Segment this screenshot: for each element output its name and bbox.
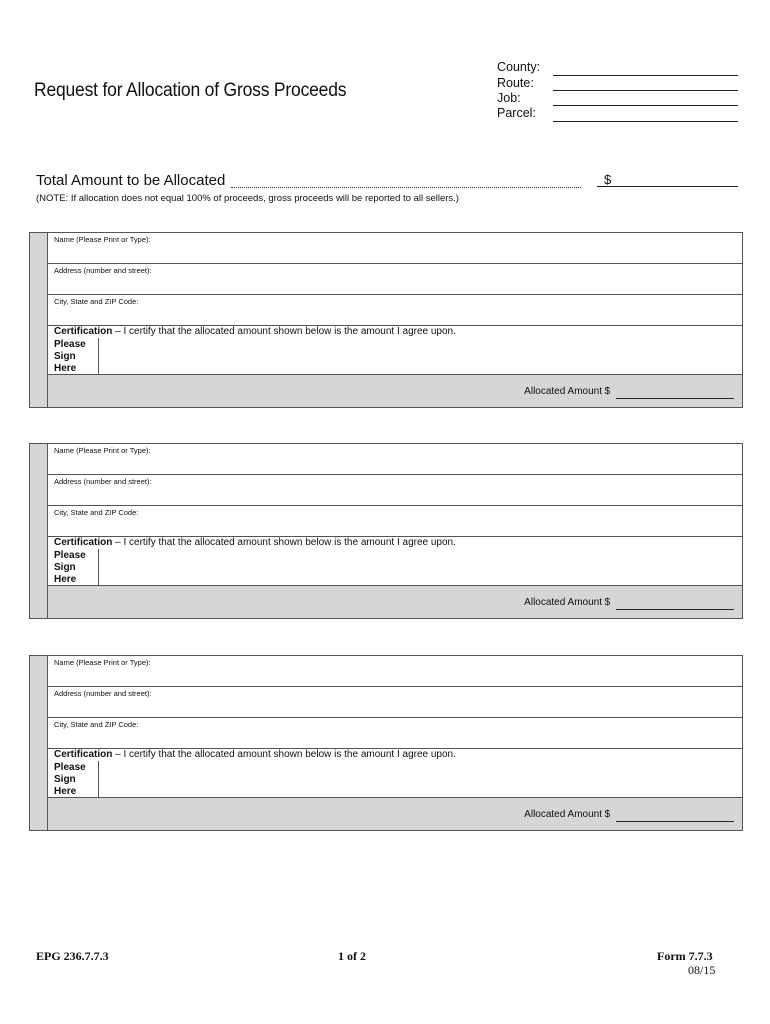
allocated-amount-field[interactable]	[616, 821, 734, 822]
name-label: Name (Please Print or Type):	[54, 658, 151, 667]
allocated-amount-row	[48, 374, 742, 407]
city-label: City, State and ZIP Code:	[54, 508, 139, 517]
certification-statement: – I certify that the allocated amount shown below is the amount I agree upon.	[112, 537, 456, 548]
address-label: Address (number and street):	[54, 266, 152, 275]
footer-reference: EPG 236.7.7.3	[36, 949, 109, 963]
address-label: Address (number and street):	[54, 689, 152, 698]
name-row[interactable]	[48, 444, 742, 475]
seller-block-1	[29, 232, 743, 408]
page-number: 1 of 2	[338, 949, 366, 963]
job-field[interactable]	[553, 105, 738, 106]
allocated-amount-row	[48, 585, 742, 618]
sign-here-box	[48, 549, 99, 585]
allocated-dollar-sign: $	[604, 809, 610, 820]
page-title: Request for Allocation of Gross Proceeds	[34, 80, 347, 101]
total-amount-field[interactable]	[597, 186, 738, 187]
allocated-dollar-sign: $	[604, 597, 610, 608]
city-label: City, State and ZIP Code:	[54, 720, 139, 729]
job-label: Job:	[497, 91, 521, 105]
parcel-field[interactable]	[553, 121, 738, 122]
certification-heading: Certification	[54, 326, 113, 337]
block-stripe	[30, 233, 48, 407]
sign-here-box	[48, 338, 99, 374]
certification-heading: Certification	[54, 537, 113, 548]
signature-field[interactable]	[99, 761, 742, 797]
allocated-amount-field[interactable]	[616, 398, 734, 399]
name-row[interactable]	[48, 656, 742, 687]
allocated-dollar-sign: $	[604, 386, 610, 397]
address-row[interactable]	[48, 475, 742, 506]
dotted-leader	[231, 187, 581, 188]
county-field[interactable]	[553, 75, 738, 76]
certification-statement: – I certify that the allocated amount shown below is the amount I agree upon.	[112, 749, 456, 760]
sign-here-box	[48, 761, 99, 797]
parcel-label: Parcel:	[497, 106, 536, 120]
certification-text	[54, 537, 456, 548]
form-number: Form 7.7.3	[657, 949, 713, 963]
city-row[interactable]	[48, 295, 742, 326]
name-label: Name (Please Print or Type):	[54, 235, 151, 244]
name-label: Name (Please Print or Type):	[54, 446, 151, 455]
allocated-amount-field[interactable]	[616, 609, 734, 610]
signature-field[interactable]	[99, 549, 742, 585]
seller-block-2	[29, 443, 743, 619]
form-date: 08/15	[688, 963, 716, 977]
city-label: City, State and ZIP Code:	[54, 297, 139, 306]
allocated-amount-row	[48, 797, 742, 830]
allocated-amount-label: Allocated Amount	[524, 809, 602, 820]
address-row[interactable]	[48, 264, 742, 295]
allocated-amount-label: Allocated Amount	[524, 597, 602, 608]
block-stripe	[30, 444, 48, 618]
certification-statement: – I certify that the allocated amount shown below is the amount I agree upon.	[112, 326, 456, 337]
sign-here-label: Please Sign Here	[54, 339, 86, 374]
certification-heading: Certification	[54, 749, 113, 760]
address-row[interactable]	[48, 687, 742, 718]
city-row[interactable]	[48, 718, 742, 749]
county-label: County:	[497, 60, 541, 74]
total-amount-label: Total Amount to be Allocated	[36, 172, 226, 189]
seller-block-3	[29, 655, 743, 831]
block-stripe	[30, 656, 48, 830]
allocation-note: (NOTE: If allocation does not equal 100% of proceeds, gross proceeds will be reported to all sellers.)	[36, 193, 459, 204]
signature-field[interactable]	[99, 338, 742, 374]
city-row[interactable]	[48, 506, 742, 537]
allocated-amount-label: Allocated Amount	[524, 386, 602, 397]
total-dollar-sign: $	[604, 172, 612, 187]
name-row[interactable]	[48, 233, 742, 264]
certification-text	[54, 749, 456, 760]
route-field[interactable]	[553, 90, 738, 91]
certification-text	[54, 326, 456, 337]
sign-here-label: Please Sign Here	[54, 550, 86, 585]
sign-here-label: Please Sign Here	[54, 762, 86, 797]
address-label: Address (number and street):	[54, 477, 152, 486]
route-label: Route:	[497, 76, 534, 90]
